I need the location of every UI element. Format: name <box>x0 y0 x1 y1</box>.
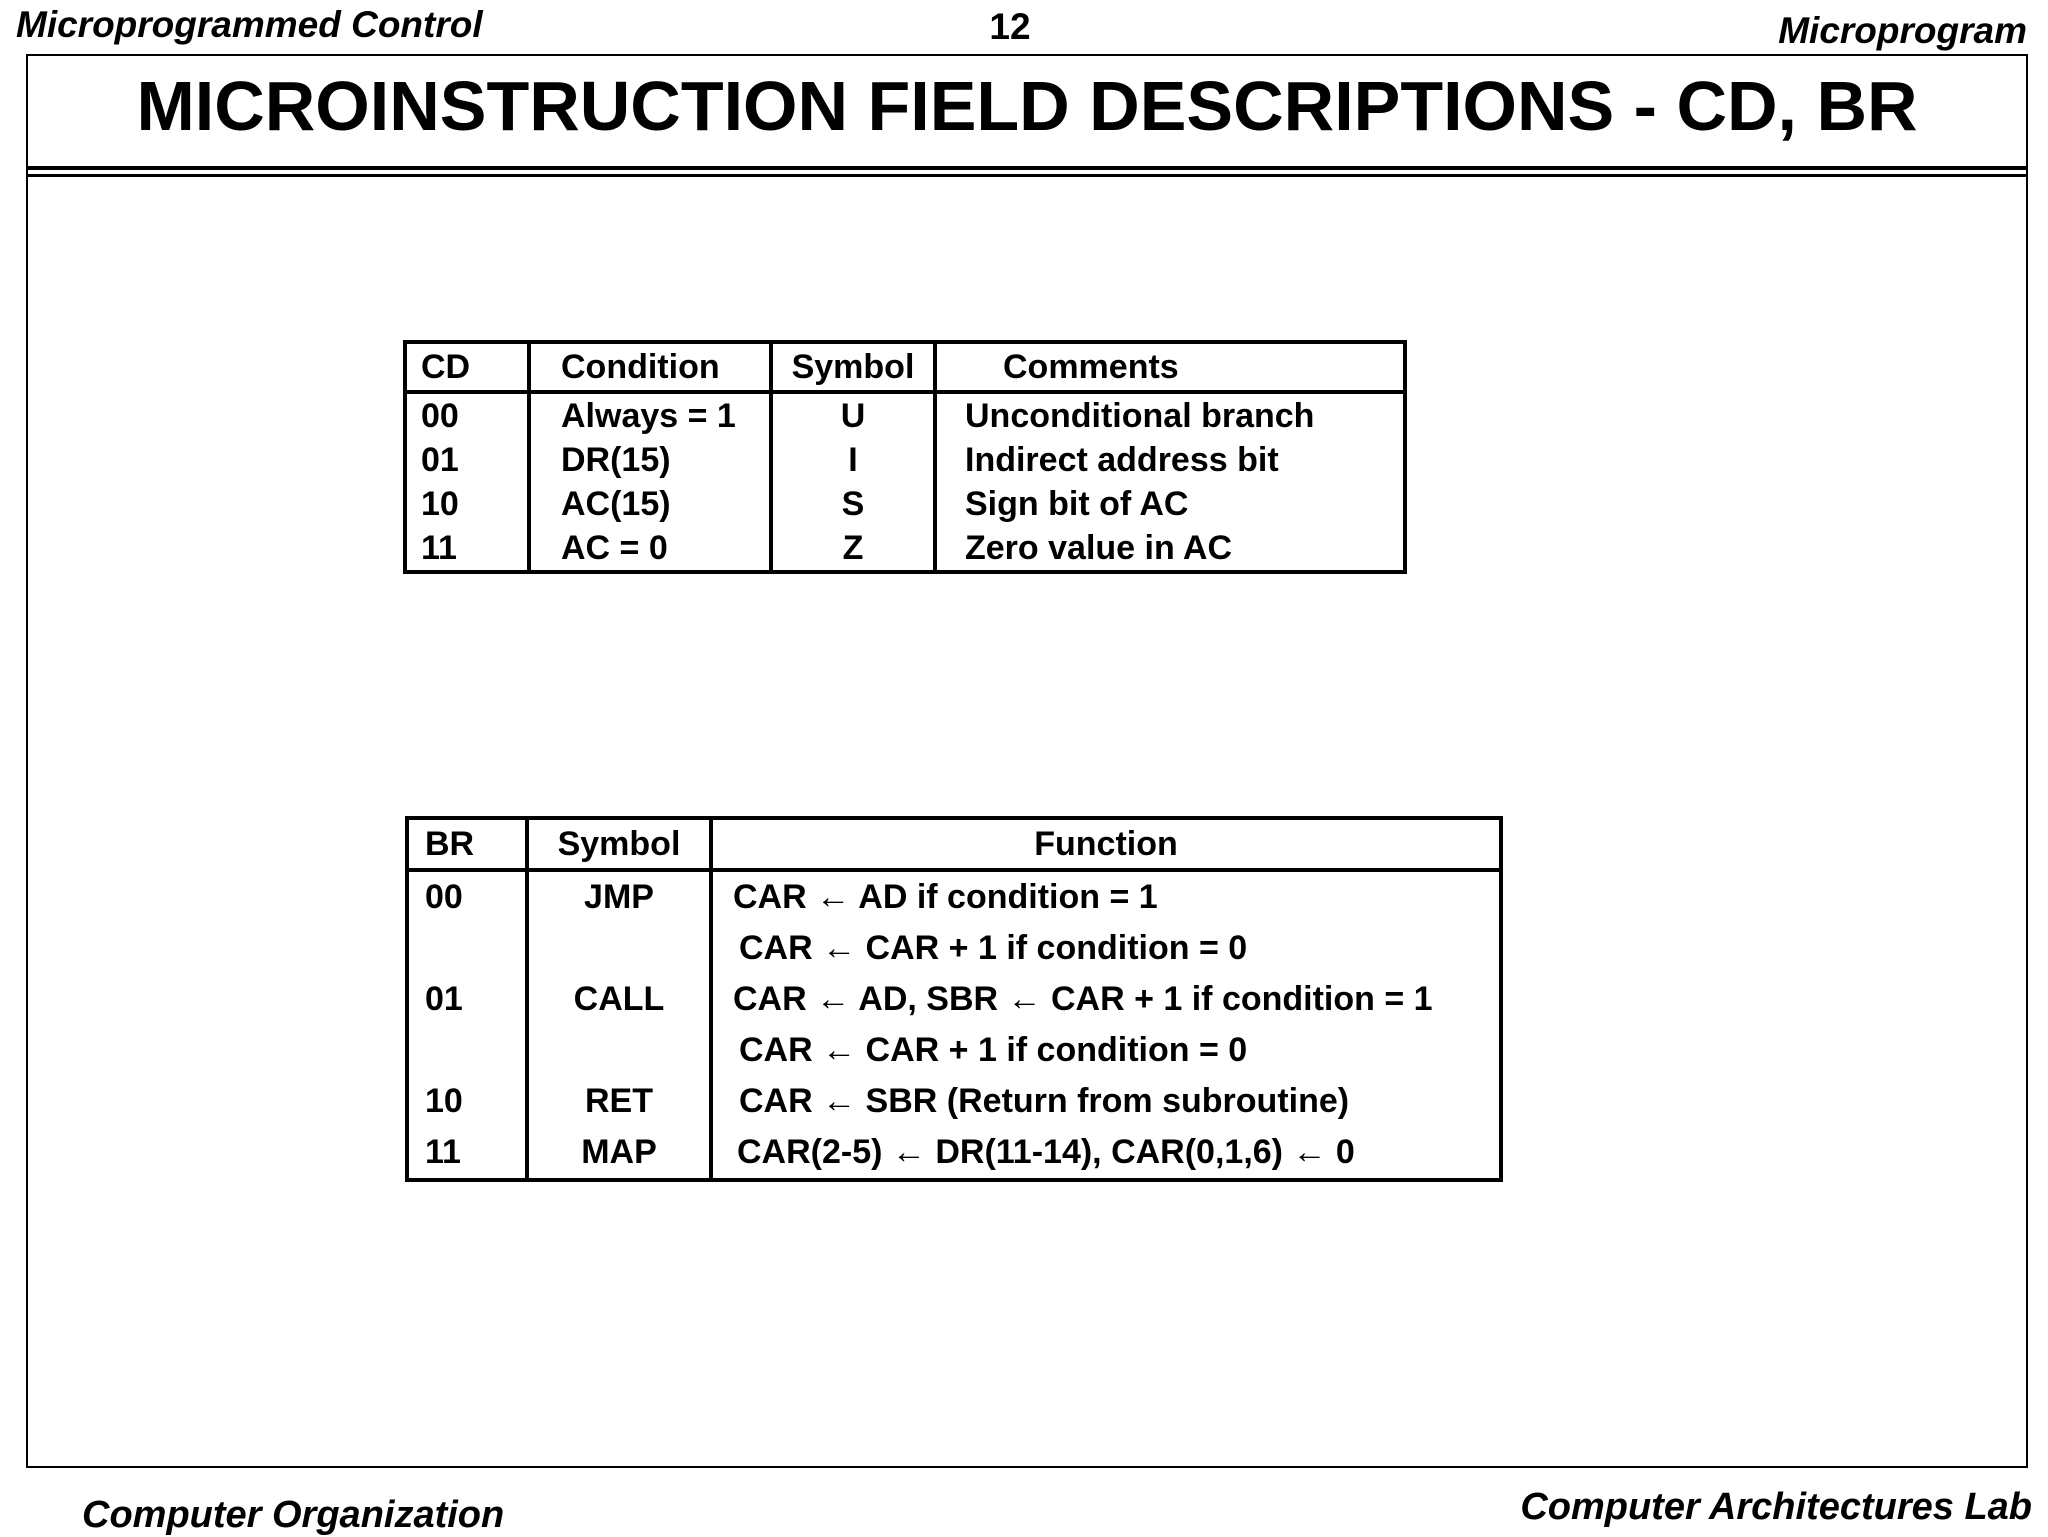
table-row <box>407 1127 1501 1180</box>
cd-comment: Sign bit of AC <box>965 484 1189 523</box>
cd-condition: AC = 0 <box>529 526 771 572</box>
column-header-condition: Condition <box>529 342 771 392</box>
title-divider-secondary <box>26 174 2028 177</box>
table-row <box>405 482 1405 526</box>
cd-comment: Zero value in AC <box>965 528 1233 567</box>
br-function: CAR ← AD, SBR ← CAR + 1 if condition = 1 <box>733 980 1433 1018</box>
column-header-br: BR <box>407 818 527 870</box>
page-number: 12 <box>989 6 1031 47</box>
br-code: 11 <box>407 1127 527 1180</box>
cd-field-table <box>403 340 1407 574</box>
slide-frame <box>26 54 2028 1468</box>
footer-course: Computer Organization <box>82 1494 505 1536</box>
cd-condition: DR(15) <box>529 438 771 482</box>
br-function: CAR ← SBR (Return from subroutine) <box>739 1082 1350 1120</box>
table-header-row <box>405 342 1405 392</box>
column-header-cd: CD <box>405 342 529 392</box>
table-row <box>407 870 1501 923</box>
br-symbol: RET <box>527 1076 711 1127</box>
cd-symbol: S <box>771 482 935 526</box>
table-row <box>407 1025 1501 1076</box>
slide-title: MICROINSTRUCTION FIELD DESCRIPTIONS - CD, BR <box>136 67 1918 145</box>
cd-code: 10 <box>405 482 529 526</box>
table-header-row <box>407 818 1501 870</box>
table-row <box>407 974 1501 1025</box>
header-section: Microprogram <box>1778 10 2027 51</box>
column-header-function: Function <box>711 818 1501 870</box>
table-row <box>405 526 1405 572</box>
br-code: 00 <box>407 870 527 923</box>
br-symbol <box>527 1025 711 1076</box>
column-header-comments: Comments <box>935 342 1405 392</box>
cd-code: 11 <box>405 526 529 572</box>
br-function: CAR ← CAR + 1 if condition = 0 <box>739 929 1248 967</box>
cd-symbol: U <box>771 392 935 438</box>
table-row <box>407 1076 1501 1127</box>
cd-code: 01 <box>405 438 529 482</box>
br-symbol: CALL <box>527 974 711 1025</box>
cd-condition: AC(15) <box>529 482 771 526</box>
br-field-table <box>405 816 1503 1182</box>
br-code: 01 <box>407 974 527 1025</box>
header-course-topic: Microprogrammed Control <box>16 4 483 45</box>
br-code <box>407 1025 527 1076</box>
br-code: 10 <box>407 1076 527 1127</box>
table-row <box>405 392 1405 438</box>
br-function: CAR(2-5) ← DR(11-14), CAR(0,1,6) ← 0 <box>737 1133 1355 1171</box>
cd-comment: Unconditional branch <box>965 396 1315 435</box>
table-row <box>407 923 1501 974</box>
footer-lab: Computer Architectures Lab <box>1520 1486 2032 1528</box>
br-symbol: MAP <box>527 1127 711 1180</box>
column-header-symbol: Symbol <box>527 818 711 870</box>
title-divider <box>26 166 2028 170</box>
br-symbol <box>527 923 711 974</box>
table-row <box>405 438 1405 482</box>
column-header-symbol: Symbol <box>771 342 935 392</box>
br-function: CAR ← AD if condition = 1 <box>733 878 1158 916</box>
cd-symbol: I <box>771 438 935 482</box>
br-symbol: JMP <box>527 870 711 923</box>
cd-condition: Always = 1 <box>529 392 771 438</box>
cd-comment: Indirect address bit <box>965 440 1279 479</box>
br-code <box>407 923 527 974</box>
br-function: CAR ← CAR + 1 if condition = 0 <box>739 1031 1248 1069</box>
cd-code: 00 <box>405 392 529 438</box>
cd-symbol: Z <box>771 526 935 572</box>
